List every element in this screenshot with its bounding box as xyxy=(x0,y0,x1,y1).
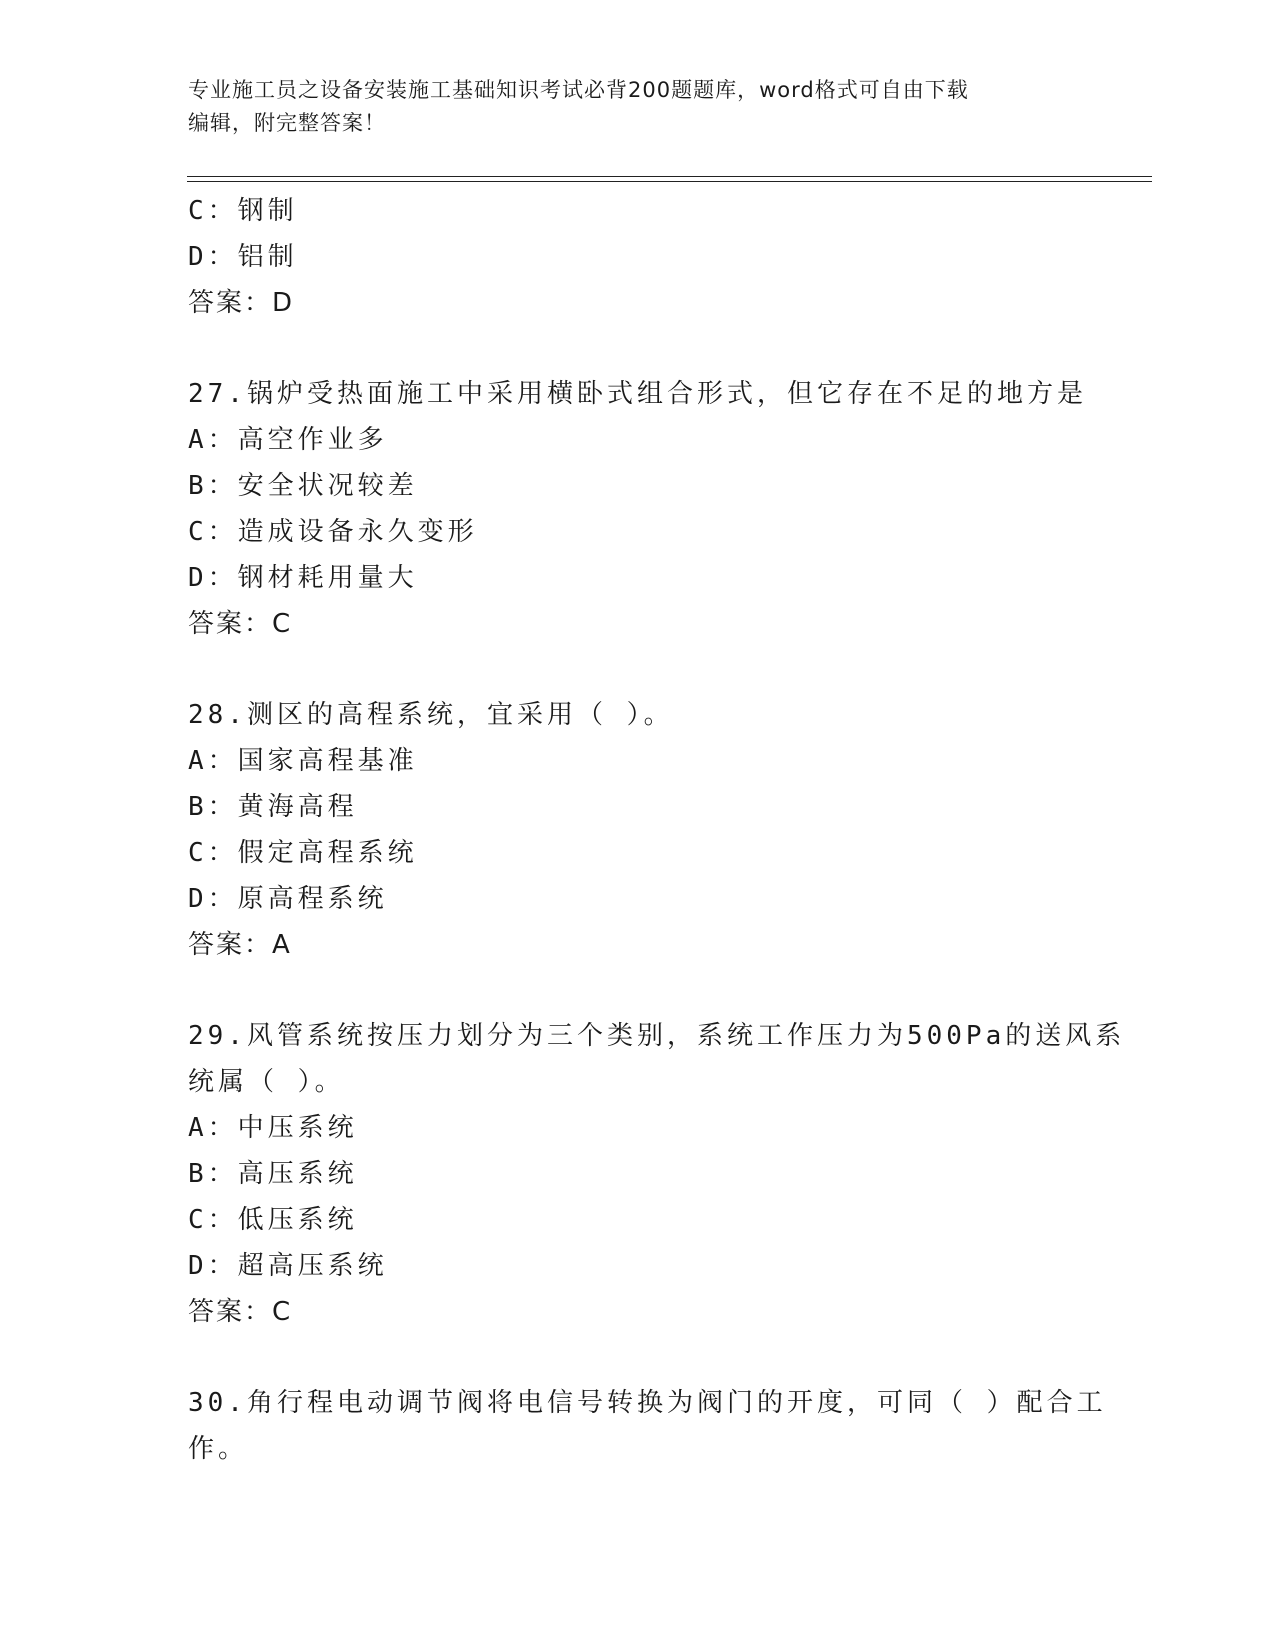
question-stem: 28.测区的高程系统，宜采用（ ）。 xyxy=(188,700,674,730)
header-line-1: 专业施工员之设备安装施工基础知识考试必背200题题库，word格式可自由下载 xyxy=(188,78,969,102)
answer-line: 答案：C xyxy=(188,1297,293,1327)
question-29 xyxy=(188,1013,1126,1335)
question-28 xyxy=(188,692,1088,968)
question-stem: 30.角行程电动调节阀将电信号转换为阀门的开度，可同（ ）配合工 xyxy=(188,1388,1107,1418)
option-d: D：原高程系统 xyxy=(188,884,388,914)
header-rule-top xyxy=(187,176,1152,177)
option-c: C：造成设备永久变形 xyxy=(188,517,478,547)
question-stem: 27.锅炉受热面施工中采用横卧式组合形式，但它存在不足的地方是 xyxy=(188,379,1087,409)
option-c: C：假定高程系统 xyxy=(188,838,418,868)
option-b: B：黄海高程 xyxy=(188,792,358,822)
option-b: B：安全状况较差 xyxy=(188,471,418,501)
option-d: D：钢材耗用量大 xyxy=(188,563,418,593)
option-b: B：高压系统 xyxy=(188,1159,358,1189)
header-line-2: 编辑，附完整答案！ xyxy=(188,111,386,135)
header-rule-bottom xyxy=(187,181,1152,182)
question-stem-continued: 作。 xyxy=(188,1434,249,1464)
question-list xyxy=(188,188,1126,1472)
answer-line: 答案：A xyxy=(188,930,292,960)
question-stem: 29.风管系统按压力划分为三个类别，系统工作压力为500Pa的送风系 xyxy=(188,1021,1126,1051)
answer-line: 答案：C xyxy=(188,609,293,639)
question-27 xyxy=(188,371,1088,647)
question-stem-continued: 统属（ ）。 xyxy=(188,1067,345,1097)
option-a: A：高空作业多 xyxy=(188,425,388,455)
document-header xyxy=(188,74,1088,140)
partial-question xyxy=(188,188,1088,326)
option-a: A：国家高程基准 xyxy=(188,746,418,776)
option-c: C：钢制 xyxy=(188,196,298,226)
answer-line: 答案：D xyxy=(188,288,295,318)
option-c: C：低压系统 xyxy=(188,1205,358,1235)
option-a: A：中压系统 xyxy=(188,1113,358,1143)
option-d: D：铝制 xyxy=(188,242,298,272)
question-30 xyxy=(188,1380,1107,1472)
option-d: D：超高压系统 xyxy=(188,1251,388,1281)
